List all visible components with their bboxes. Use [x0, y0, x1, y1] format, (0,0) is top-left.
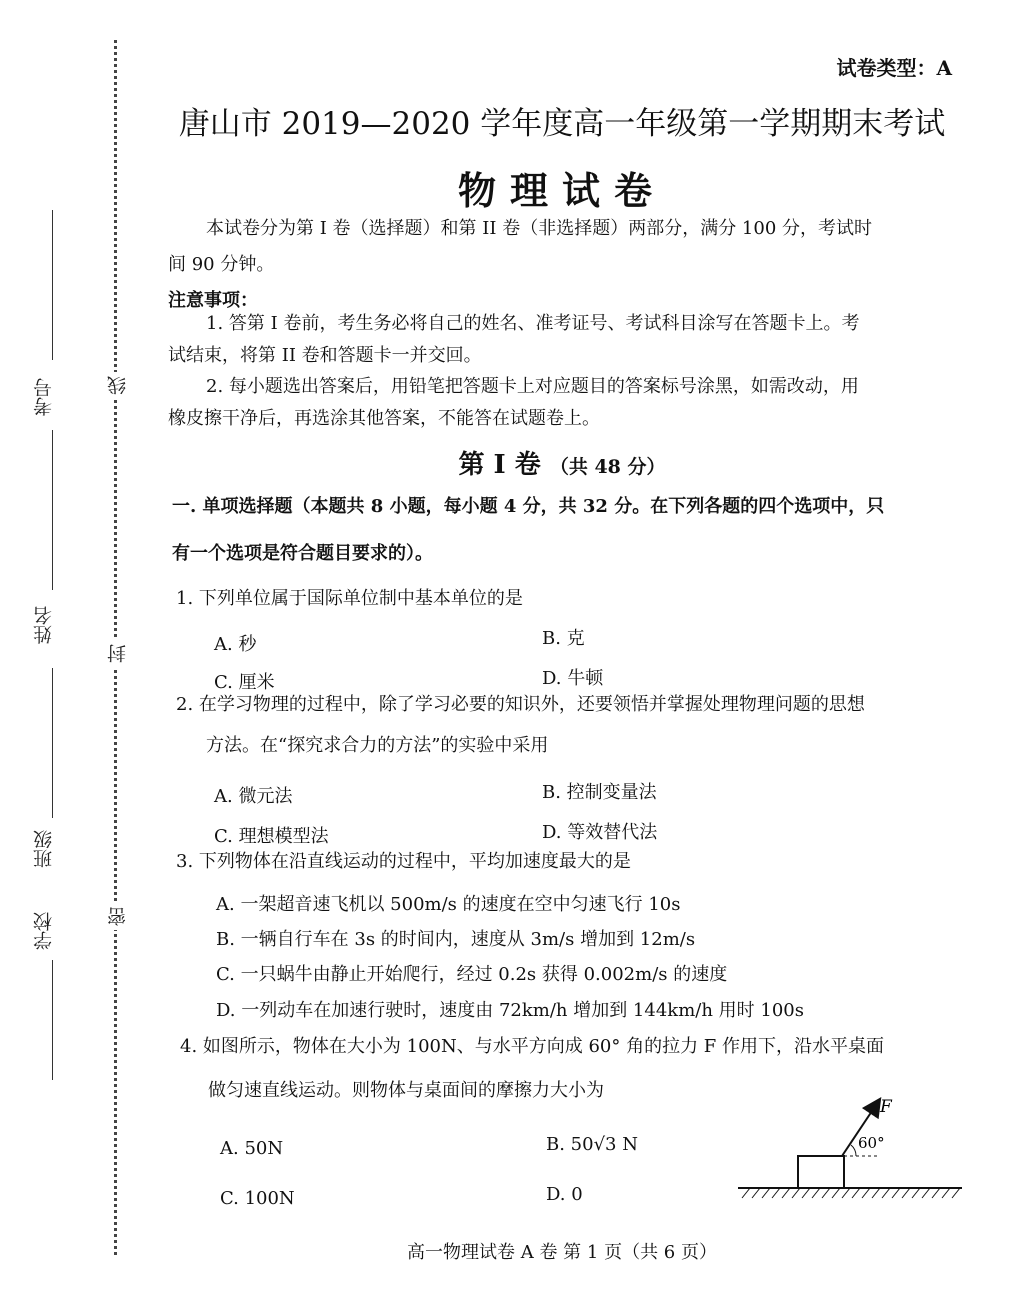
part-heading-a: 一. 单项选择题（本题共 8 小题，每小题 4 分，共 32 分。在下列各题的四个选项中，只 [172, 496, 885, 517]
question-4-option-c: C. 100N [220, 1188, 295, 1209]
exam-number-label: 考号 [33, 378, 55, 416]
exam-number-line [52, 210, 53, 360]
question-3-option-c: C. 一只蜗牛由静止开始爬行，经过 0.2s 获得 0.002m/s 的速度 [216, 964, 728, 985]
cut-mark-secret: 密 [104, 903, 131, 930]
section-title [0, 444, 1024, 481]
angle-label: 60° [858, 1134, 885, 1152]
intro-line-2: 间 90 分钟。 [168, 254, 275, 275]
part-heading-b: 有一个选项是符合题目要求的）。 [172, 543, 433, 564]
cut-mark-seal: 封 [104, 640, 131, 667]
question-4-option-b: B. 50√3 N [546, 1134, 638, 1155]
note-1-b: 试结束，将第 II 卷和答题卡一并交回。 [168, 345, 482, 366]
block [798, 1156, 844, 1188]
section-name: 第 I 卷 [458, 450, 541, 480]
question-1-option-d: D. 牛顿 [542, 668, 604, 689]
question-2-stem-1: 2. 在学习物理的过程中，除了学习必要的知识外，还要领悟并掌握处理物理问题的思想 [176, 694, 865, 715]
question-4-figure [730, 1090, 970, 1200]
question-1-option-c: C. 厘米 [214, 672, 275, 693]
question-3-option-b: B. 一辆自行车在 3s 的时间内，速度从 3m/s 增加到 12m/s [216, 929, 696, 950]
section-points: （共 48 分） [549, 456, 666, 478]
angle-arc [851, 1145, 856, 1156]
page-footer: 高一物理试卷 A 卷 第 1 页（共 6 页） [407, 1242, 717, 1263]
subject-title: 物理试卷 [457, 168, 666, 213]
question-4-option-d: D. 0 [546, 1184, 583, 1205]
school-label: 学校 [33, 912, 55, 950]
class-label: 班级 [33, 830, 55, 868]
school-line [52, 960, 53, 1080]
question-1-option-b: B. 克 [542, 628, 585, 649]
cut-mark-line: 线 [104, 372, 131, 399]
question-2-option-b: B. 控制变量法 [542, 782, 657, 803]
notice-title: 注意事项： [168, 290, 258, 311]
question-1-stem: 1. 下列单位属于国际单位制中基本单位的是 [176, 588, 523, 609]
question-2-option-a: A. 微元法 [214, 786, 293, 807]
intro-line-1: 本试卷分为第 I 卷（选择题）和第 II 卷（非选择题）两部分，满分 100 分，考试时 [206, 218, 873, 239]
note-1-a: 1. 答第 I 卷前，考生务必将自己的姓名、准考证号、考试科目涂写在答题卡上。考 [206, 313, 860, 334]
note-2-b: 橡皮擦干净后，再选涂其他答案，不能答在试题卷上。 [168, 408, 600, 429]
paper-type: 试卷类型：A [836, 56, 952, 80]
question-1-option-a: A. 秒 [214, 634, 257, 655]
note-2-a: 2. 每小题选出答案后，用铅笔把答题卡上对应题目的答案标号涂黑，如需改动，用 [206, 376, 859, 397]
table-hatching [742, 1188, 960, 1198]
question-3-stem: 3. 下列物体在沿直线运动的过程中，平均加速度最大的是 [176, 851, 631, 872]
question-2-option-c: C. 理想模型法 [214, 826, 329, 847]
exam-title: 唐山市 2019—2020 学年度高一年级第一学期期末考试 [178, 106, 946, 142]
question-4-stem-2: 做匀速直线运动。则物体与桌面间的摩擦力大小为 [208, 1080, 604, 1101]
question-3-option-a: A. 一架超音速飞机以 500m/s 的速度在空中匀速飞行 10s [216, 894, 681, 915]
class-line [52, 668, 53, 818]
question-2-stem-2: 方法。在“探究求合力的方法”的实验中采用 [206, 735, 549, 756]
question-2-option-d: D. 等效替代法 [542, 822, 658, 843]
question-4-option-a: A. 50N [220, 1138, 284, 1159]
question-4-stem-1: 4. 如图所示，物体在大小为 100N、与水平方向成 60° 角的拉力 F 作用下，沿水平桌面 [180, 1036, 885, 1057]
force-label: F [880, 1097, 892, 1117]
name-label: 姓名 [33, 606, 55, 644]
question-3-option-d: D. 一列动车在加速行驶时，速度由 72km/h 增加到 144km/h 用时 100s [216, 1000, 804, 1021]
